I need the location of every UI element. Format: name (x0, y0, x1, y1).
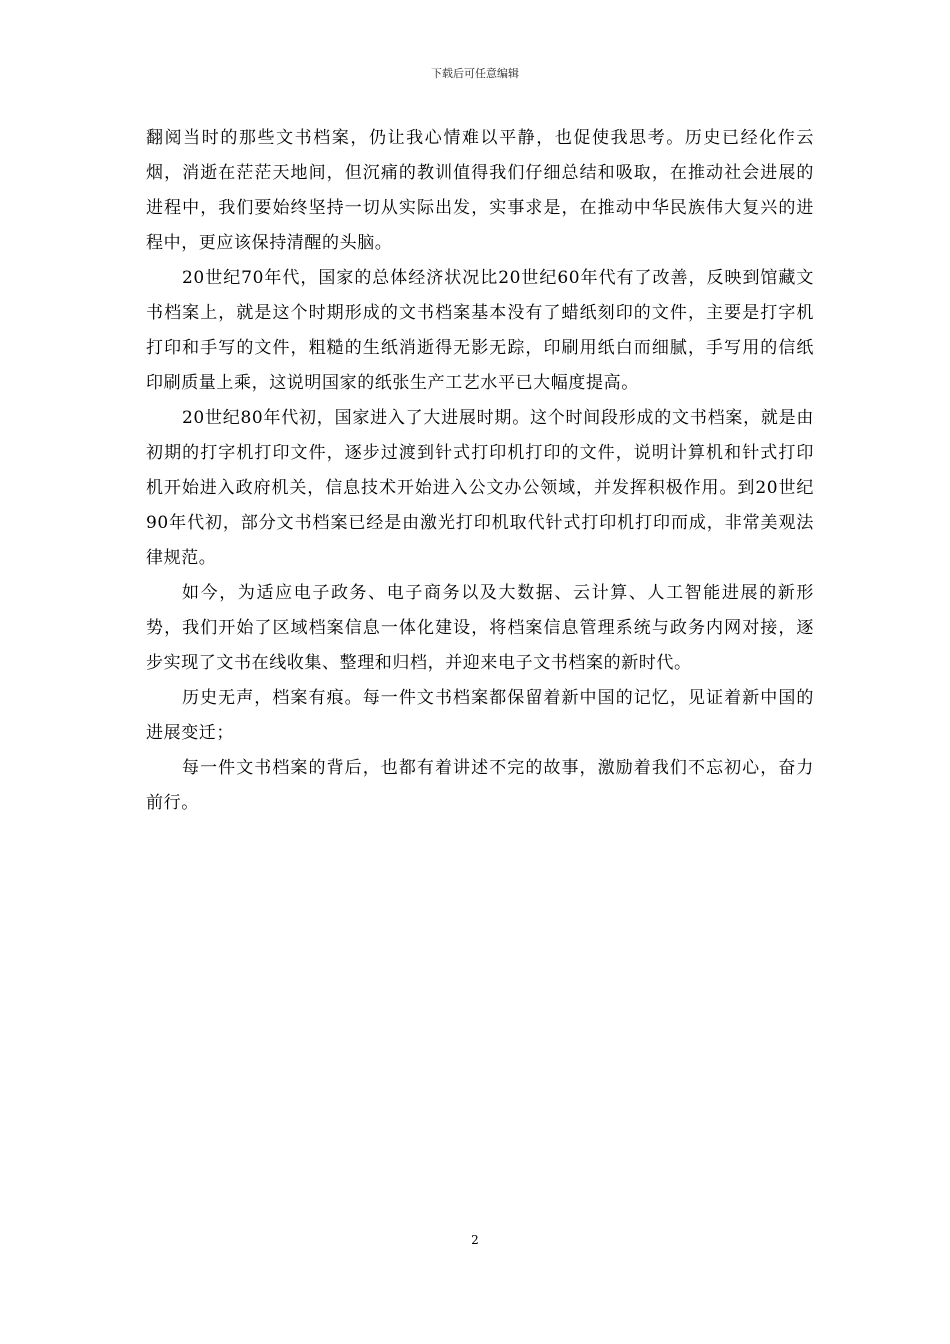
document-body (146, 121, 814, 821)
page-number: 2 (471, 1233, 479, 1247)
body-paragraph: 翻阅当时的那些文书档案，仍让我心情难以平静，也促使我思考。历史已经化作云烟，消逝在茫茫天地间，但沉痛的教训值得我们仔细总结和吸取，在推动社会进展的进程中，我们要始终坚持一切从实际出发，实事求是，在推动中华民族伟大复兴的进程中，更应该保持清醒的头脑。 (146, 128, 814, 253)
page-header: 下载后可任意编辑 (431, 67, 519, 80)
body-paragraph: 如今，为适应电子政务、电子商务以及大数据、云计算、人工智能进展的新形势，我们开始了区域档案信息一体化建设，将档案信息管理系统与政务内网对接，逐步实现了文书在线收集、整理和归档，并迎来电子文书档案的新时代。 (146, 583, 814, 673)
body-paragraph: 20世纪70年代，国家的总体经济状况比20世纪60年代有了改善，反映到馆藏文书档案上，就是这个时期形成的文书档案基本没有了蜡纸刻印的文件，主要是打字机打印和手写的文件，粗糙的生纸消逝得无影无踪，印刷用纸白而细腻，手写用的信纸印刷质量上乘，这说明国家的纸张生产工艺水平已大幅度提高。 (146, 268, 814, 393)
body-paragraph: 20世纪80年代初，国家进入了大进展时期。这个时间段形成的文书档案，就是由初期的打字机打印文件，逐步过渡到针式打印机打印的文件，说明计算机和针式打印机开始进入政府机关，信息技术开始进入公文办公领域，并发挥积极作用。到20世纪90年代初，部分文书档案已经是由激光打印机取代针式打印机打印而成，非常美观法律规范。 (146, 408, 814, 568)
body-paragraph: 历史无声，档案有痕。每一件文书档案都保留着新中国的记忆，见证着新中国的进展变迁； (146, 688, 814, 743)
body-paragraph: 每一件文书档案的背后，也都有着讲述不完的故事，激励着我们不忘初心，奋力前行。 (146, 758, 814, 813)
